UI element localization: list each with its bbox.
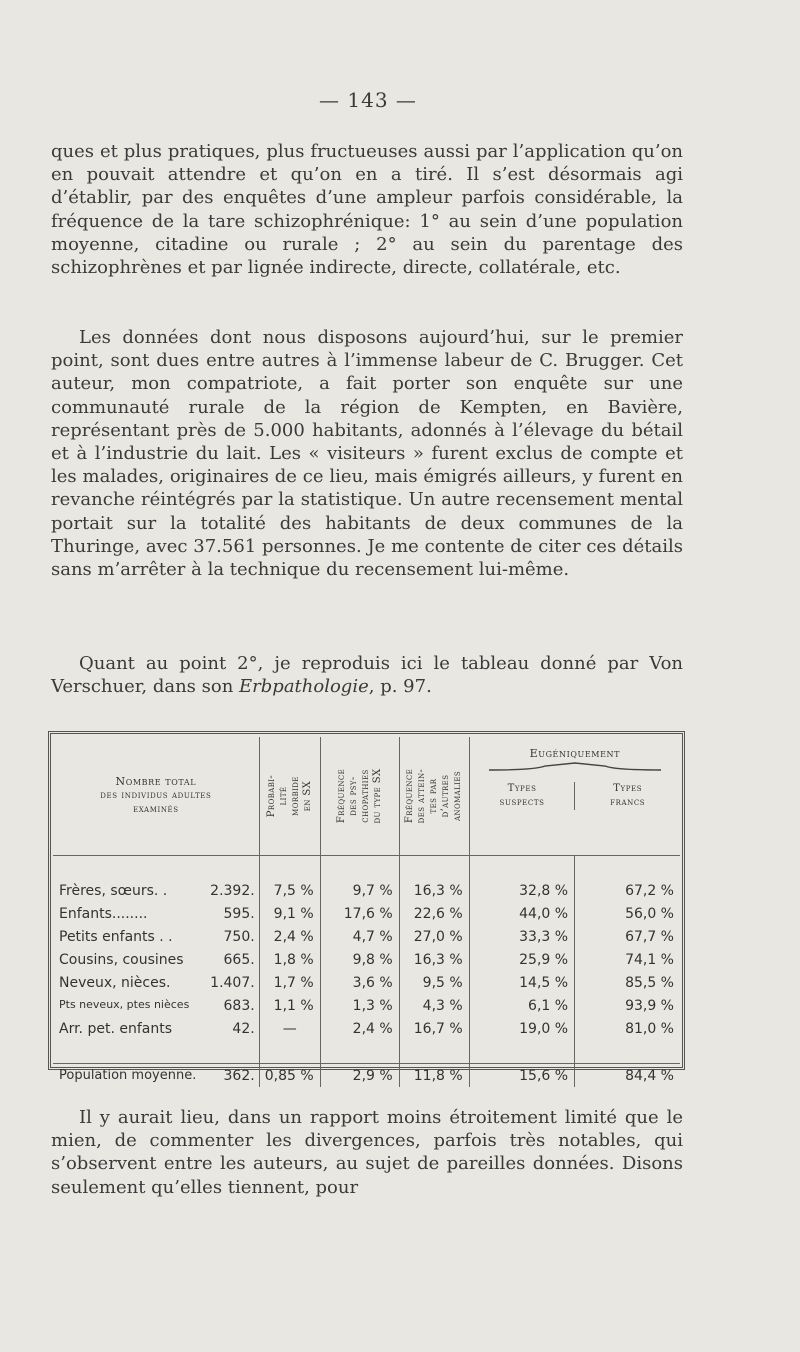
statistics-table	[53, 737, 680, 1087]
cell-other: 16,3 %	[399, 879, 469, 902]
header-frequency-sx-text: Fréquence des psy- chopathies du type SX	[335, 768, 383, 824]
cell-prob: 7,5 %	[259, 879, 320, 902]
book-title: Erbpathologie	[239, 676, 369, 698]
header-probability-text: Probabi- lité morbide en SX	[265, 774, 313, 818]
cell-other: 4,3 %	[399, 994, 469, 1017]
cell-prob: 1,7 %	[259, 971, 320, 994]
cell-prob: —	[259, 1017, 320, 1040]
row-count: 42.	[232, 1020, 255, 1037]
paragraph-3-text: Quant au point 2°, je reproduis ici le tableau donné par Von Verschuer, dans son	[51, 653, 683, 698]
header-suspect-types	[470, 782, 575, 810]
header-eugenics-title: Eugéniquement	[529, 747, 621, 760]
brace-icon	[485, 762, 665, 772]
total-other: 11,8 %	[399, 1064, 469, 1088]
header-frank-line2: francs	[610, 797, 646, 808]
cell-other: 9,5 %	[399, 971, 469, 994]
paragraph-2: Les données dont nous disposons aujourd’hui, sur le premier point, sont dues entre autres à l’immense labeur de C. Brugger. Cet auteur, mon compatriote, a fait porter son enquête sur une communauté rurale de la région de Kempten, en Bavière, représentant près de 5.000 habitants, adonnés à l’élevage du bétail et à l’industrie du lait. Les « visiteurs » furent exclus de compte et les malades, originaires de ce lieu, mais émigrés ailleurs, y furent en revanche réintégrés par la statistique. Un autre recensement mental portait sur la totalité des habitants de deux communes de la Thuringe, avec 37.561 personnes. Je me contente de citer ces détails sans m’arrêter à la technique du recensement lui-même.	[51, 327, 683, 581]
cell-sx: 3,6 %	[320, 971, 399, 994]
cell-sx: 2,4 %	[320, 1017, 399, 1040]
row-label: Pts neveux, ptes nièces	[59, 997, 190, 1011]
header-frank-types	[574, 782, 680, 810]
header-probability	[259, 737, 320, 856]
header-other-anomalies	[399, 737, 469, 856]
header-total-line1: Nombre total	[115, 775, 197, 788]
row-label: Petits enfants . .	[59, 928, 173, 945]
cell-other: 16,7 %	[399, 1017, 469, 1040]
total-prob: 0,85 %	[259, 1064, 320, 1088]
cell-suspects: 33,3 %	[469, 925, 574, 948]
row-label: Cousins, cousines	[59, 951, 184, 968]
header-other-anomalies-text: Fréquence des attein- tes par d’autres anomalies	[404, 768, 464, 824]
header-total-examined	[53, 737, 259, 856]
cell-francs: 81,0 %	[575, 1017, 680, 1040]
total-label: Population moyenne.	[59, 1067, 197, 1083]
table-row	[53, 879, 680, 902]
header-suspect-line1: Types	[507, 783, 537, 794]
total-francs: 84,4 %	[575, 1064, 680, 1088]
cell-prob: 1,8 %	[259, 948, 320, 971]
page-number: — 143 —	[319, 88, 417, 112]
table-row	[53, 971, 680, 994]
row-count: 683.	[223, 997, 255, 1014]
cell-sx: 9,8 %	[320, 948, 399, 971]
cell-other: 22,6 %	[399, 902, 469, 925]
header-total-line2: des individus adultes	[100, 790, 212, 801]
cell-other: 16,3 %	[399, 948, 469, 971]
row-label: Enfants........	[59, 905, 148, 922]
row-count: 595.	[223, 905, 255, 922]
row-label: Neveux, nièces.	[59, 974, 171, 991]
cell-sx: 1,3 %	[320, 994, 399, 1017]
cell-francs: 74,1 %	[575, 948, 680, 971]
cell-francs: 56,0 %	[575, 902, 680, 925]
paragraph-1: ques et plus pratiques, plus fructueuses aussi par l’application qu’on en pouvait attendre et qu’on en a tiré. Il s’est désormais agi d’établir, par des enquêtes d’une ampleur parfois considérable, la fréquence de la tare schizophrénique: 1° au sein d’une population moyenne, citadine ou rurale ; 2° au sein du parentage des schizophrènes et par lignée indirecte, directe, collatérale, etc.	[51, 141, 683, 279]
row-count: 2.392.	[210, 882, 255, 899]
cell-prob: 2,4 %	[259, 925, 320, 948]
row-label: Arr. pet. enfants	[59, 1020, 172, 1037]
cell-francs: 93,9 %	[575, 994, 680, 1017]
header-suspect-line2: suspects	[499, 797, 545, 808]
table-row	[53, 925, 680, 948]
table-row	[53, 1017, 680, 1040]
table-row	[53, 994, 680, 1017]
cell-other: 27,0 %	[399, 925, 469, 948]
table-row	[53, 902, 680, 925]
table-body	[53, 856, 680, 1088]
table-header-row	[53, 737, 680, 856]
cell-suspects: 25,9 %	[469, 948, 574, 971]
cell-francs: 85,5 %	[575, 971, 680, 994]
cell-francs: 67,2 %	[575, 879, 680, 902]
cell-suspects: 32,8 %	[469, 879, 574, 902]
cell-suspects: 44,0 %	[469, 902, 574, 925]
total-sx: 2,9 %	[320, 1064, 399, 1088]
paragraph-3	[51, 652, 683, 698]
cell-prob: 9,1 %	[259, 902, 320, 925]
row-count: 750.	[223, 928, 255, 945]
cell-suspects: 14,5 %	[469, 971, 574, 994]
row-count: 665.	[223, 951, 255, 968]
cell-francs: 67,7 %	[575, 925, 680, 948]
header-eugenics	[469, 737, 680, 856]
cell-suspects: 19,0 %	[469, 1017, 574, 1040]
header-total-line3: examinés	[133, 804, 179, 815]
total-row	[53, 1064, 680, 1088]
cell-suspects: 6,1 %	[469, 994, 574, 1017]
cell-prob: 1,1 %	[259, 994, 320, 1017]
total-count: 362.	[223, 1067, 255, 1084]
row-label: Frères, sœurs. .	[59, 882, 168, 899]
spacer-row	[53, 1040, 680, 1064]
header-frank-line1: Types	[613, 783, 643, 794]
row-count: 1.407.	[210, 974, 255, 991]
spacer-row	[53, 856, 680, 880]
cell-sx: 17,6 %	[320, 902, 399, 925]
header-frequency-sx	[320, 737, 399, 856]
paragraph-3-end: , p. 97.	[368, 676, 432, 698]
cell-sx: 4,7 %	[320, 925, 399, 948]
paragraph-4: Il y aurait lieu, dans un rapport moins étroitement limité que le mien, de commenter les divergences, parfois très notables, qui s’observent entre les auteurs, au sujet de pareilles données. Disons seulement qu’elles tiennent, pour	[51, 1107, 683, 1198]
table-row	[53, 948, 680, 971]
total-suspects: 15,6 %	[469, 1064, 574, 1088]
cell-sx: 9,7 %	[320, 879, 399, 902]
